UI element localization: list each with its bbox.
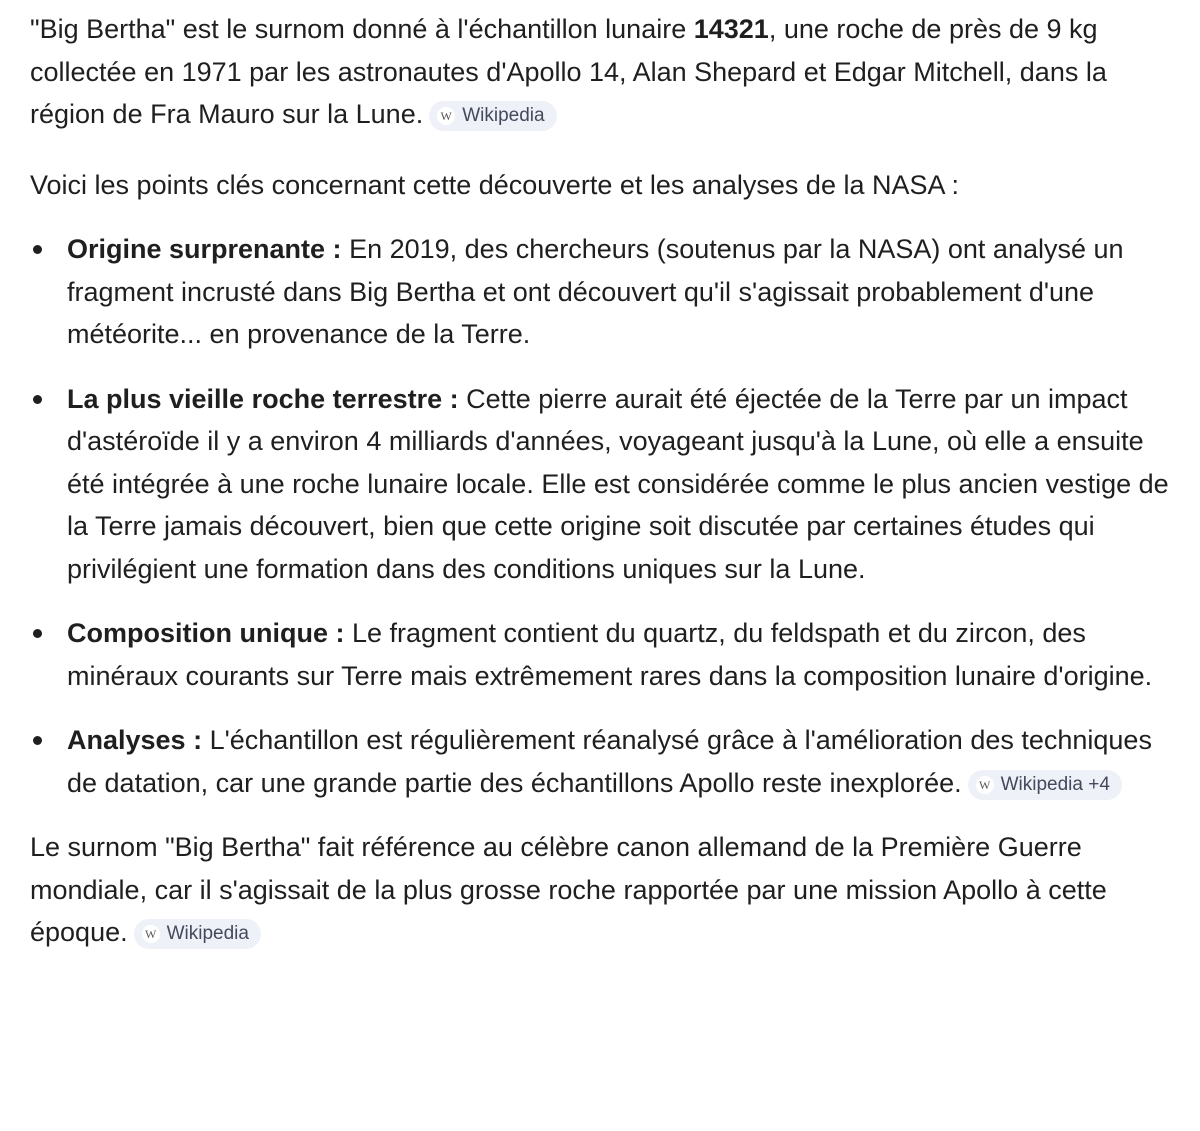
wikipedia-icon: W — [976, 776, 994, 794]
intro-paragraph — [30, 8, 1170, 136]
wikipedia-icon: W — [142, 925, 160, 943]
point-text: Le fragment contient du quartz, du feldspath et du zircon, des minéraux courants sur Terre mais extrêmement rares dans la composition lunaire d'origine. — [67, 618, 1153, 691]
point-title: Composition unique : — [67, 618, 345, 648]
source-chip-conclusion[interactable] — [134, 919, 261, 949]
lead-in-paragraph: Voici les points clés concernant cette découverte et les analyses de la NASA : — [30, 169, 960, 200]
wikipedia-icon: W — [437, 107, 455, 125]
bullet-icon — [33, 736, 42, 745]
point-text: En 2019, des chercheurs (soutenus par la NASA) ont analysé un fragment incrusté dans Big Bertha et ont découvert qu'il s'agissait probablement d'une météorite... en provenance de la Terre. — [67, 234, 1124, 349]
bullet-icon — [33, 395, 42, 404]
conclusion-text: Le surnom "Big Bertha" fait référence au célèbre canon allemand de la Première Guerre mondiale, car il s'agissait de la plus grosse roche rapportée par une mission Apollo à cette époque. — [30, 832, 1107, 947]
key-points-list — [30, 228, 1170, 804]
source-chip-analyses[interactable] — [968, 770, 1122, 800]
bullet-icon — [33, 629, 42, 638]
sample-number: 14321 — [693, 14, 769, 44]
intro-text-after: , une roche de près de 9 kg collectée en 1971 par les astronautes d'Apollo 14, Alan Shepard et Edgar Mitchell, dans la région de Fra Mauro sur la Lune. — [30, 14, 1107, 129]
answer-content — [30, 8, 1170, 954]
source-chip-intro[interactable] — [429, 101, 556, 131]
list-item — [30, 719, 1170, 804]
source-chip-label: Wikipedia — [462, 105, 545, 126]
list-item — [30, 612, 1170, 697]
list-item — [30, 378, 1170, 591]
bullet-icon — [33, 245, 42, 254]
conclusion-paragraph — [30, 826, 1170, 954]
point-title: La plus vieille roche terrestre : — [67, 383, 459, 414]
point-title: Origine surprenante : — [67, 234, 342, 264]
point-title: Analyses : — [67, 725, 203, 755]
point-text: L'échantillon est régulièrement réanalysé grâce à l'amélioration des techniques de datation, car une grande partie des échantillons Apollo reste inexplorée. — [67, 725, 1152, 798]
list-item — [30, 228, 1170, 356]
source-chip-label: Wikipedia — [166, 923, 249, 944]
intro-text-before: "Big Bertha" est le surnom donné à l'échantillon lunaire — [30, 14, 694, 44]
point-text: Cette pierre aurait été éjectée de la Terre par un impact d'astéroïde il y a environ 4 milliards d'années, voyageant jusqu'à la Lune, où elle a ensuite été intégrée à une roche lunaire locale. Elle est considérée comme le plus ancien vestige de la Terre jamais découvert, bien que cette origine soit discutée par certaines études qui privilégient une formation dans des conditions uniques sur la Lune. — [67, 383, 1169, 584]
source-chip-label: Wikipedia +4 — [1000, 773, 1110, 795]
